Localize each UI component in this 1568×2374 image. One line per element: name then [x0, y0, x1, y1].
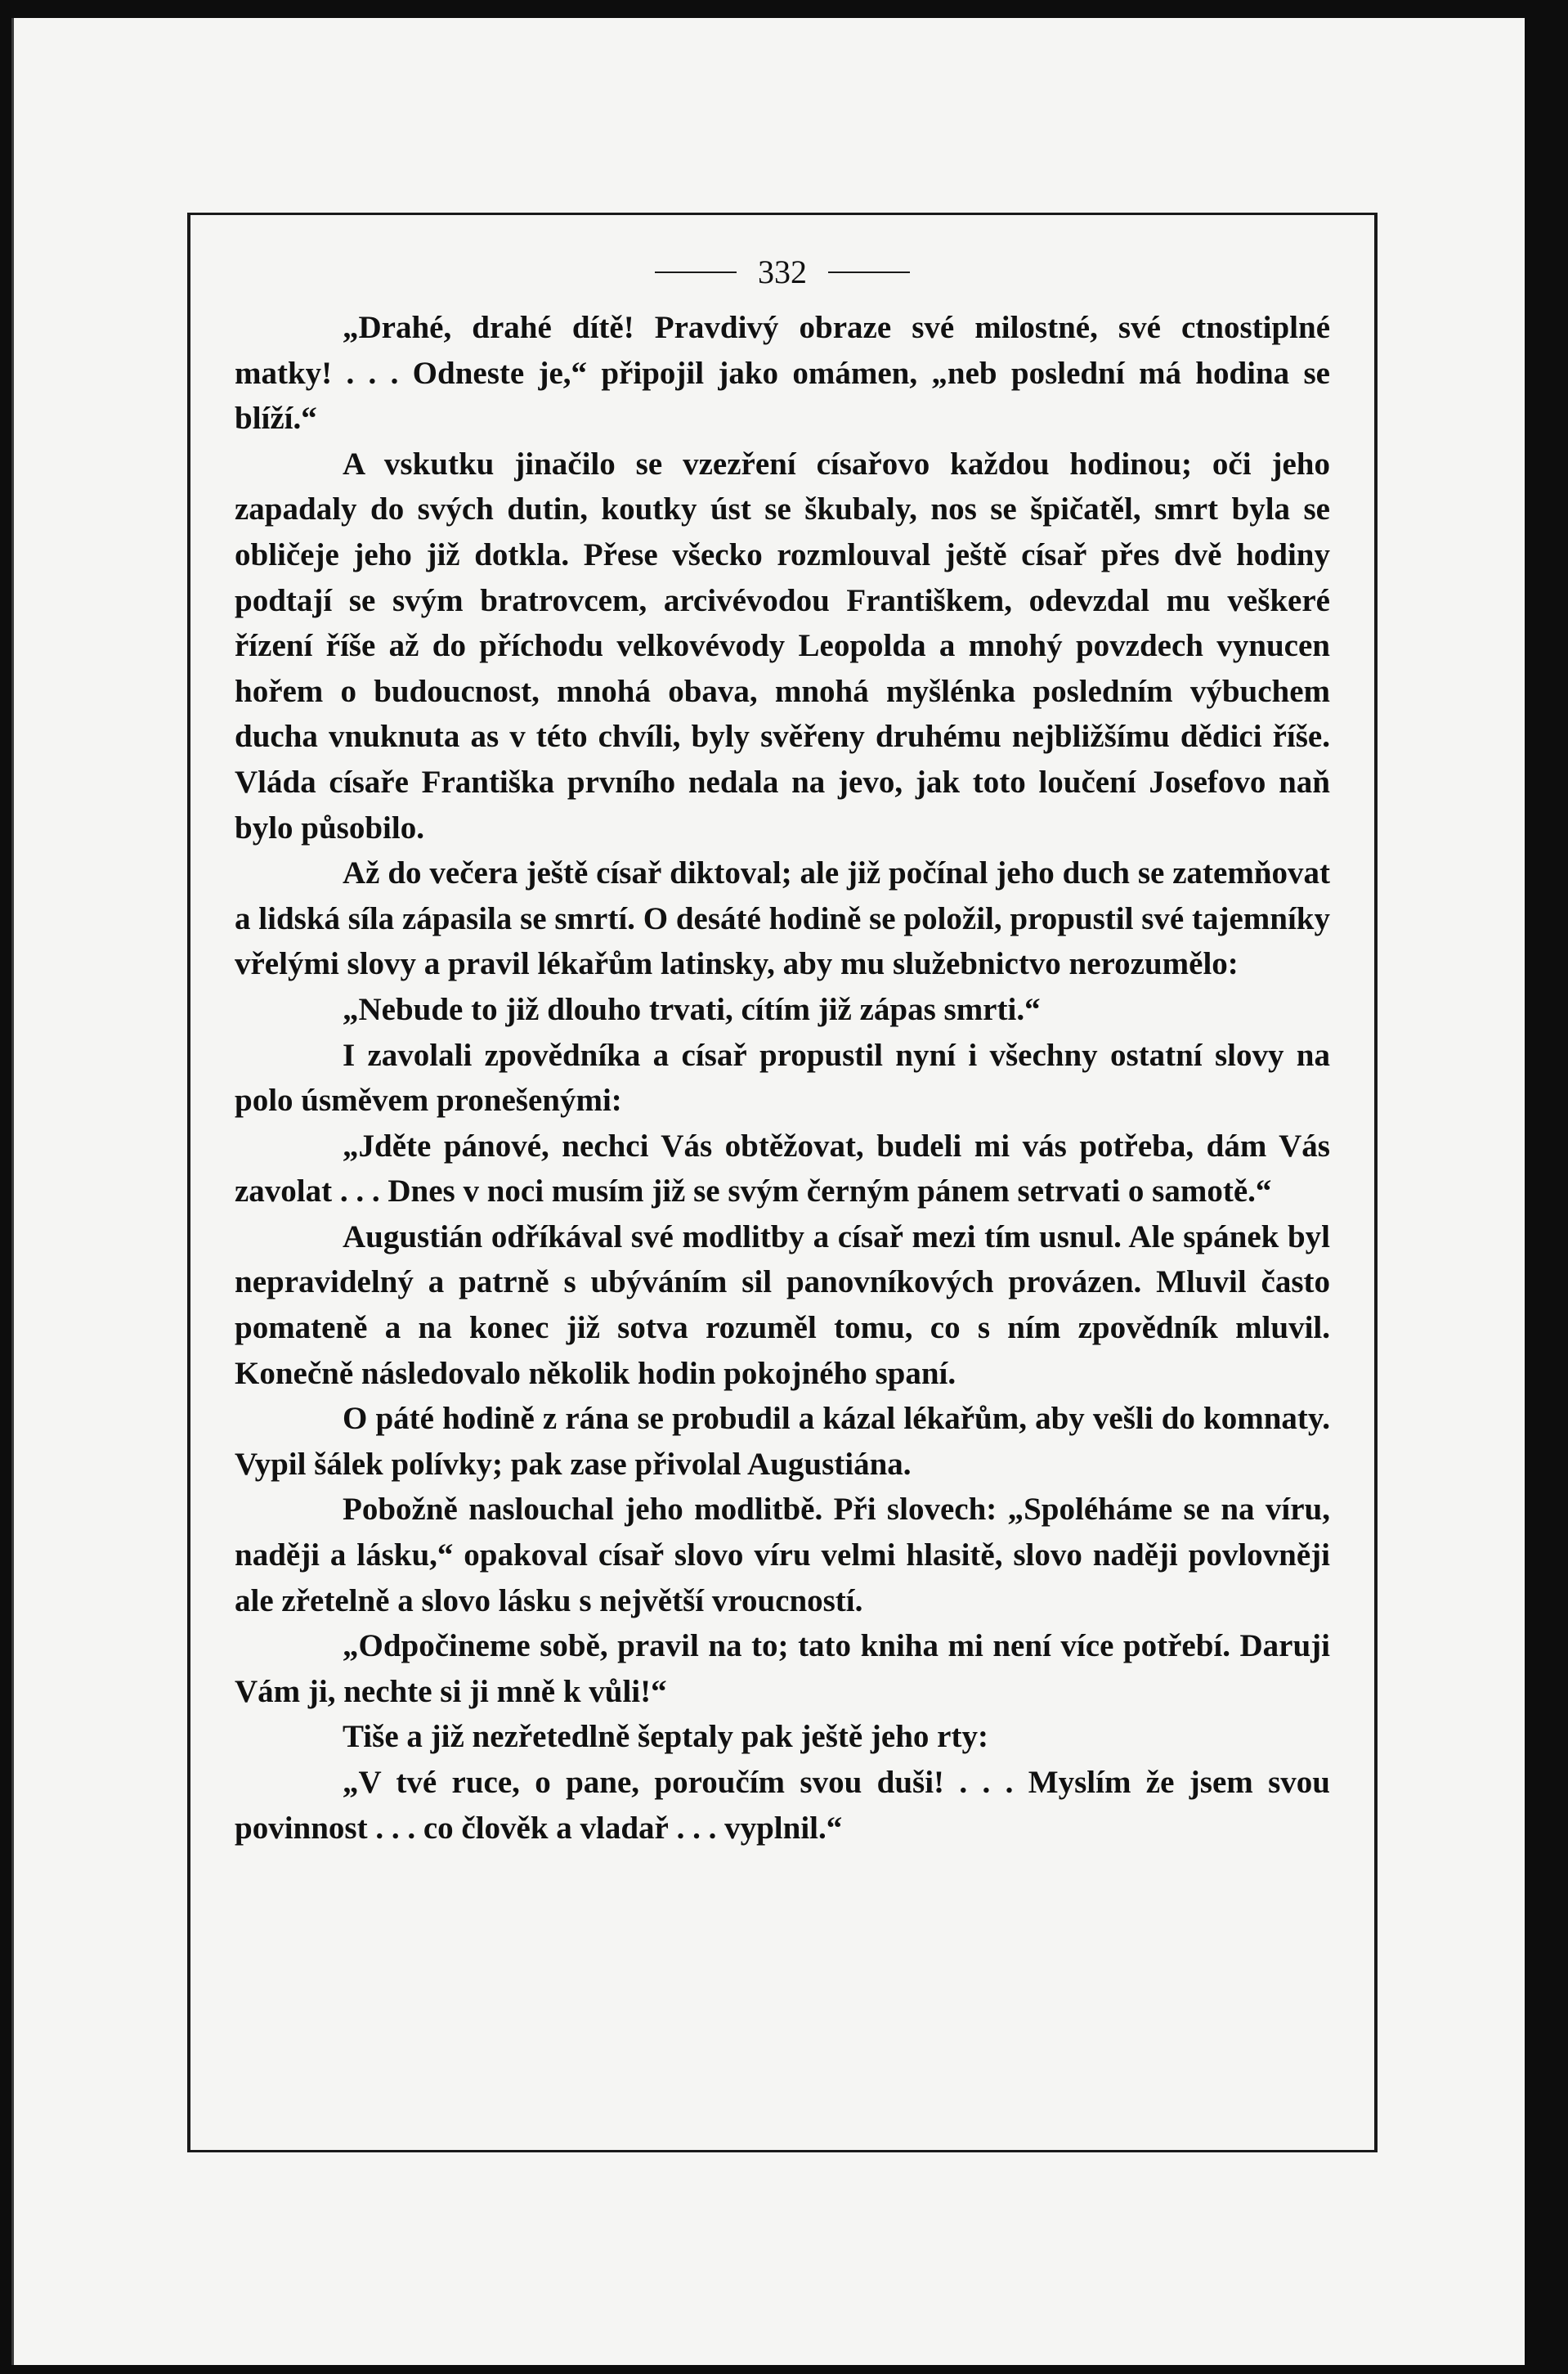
paragraph: „Odpočineme sobě, pravil na to; tato kniha mi není více potřebí. Daruji Vám ji, nechte si ji mně k vůli!“ [235, 1628, 1330, 1709]
paragraph: „Drahé, drahé dítě! Pravdivý obraze své milostné, své ctnostiplné matky! . . . Odneste je,“ připojil jako omámen, „neb poslední má hodina se blíží.“ [235, 310, 1330, 437]
paragraph: Augustián odříkával své modlitby a císař mezi tím usnul. Ale spánek byl nepravidelný a patrně s ubýváním sil panovníkových provázen. Mluvil často pomateně a na konec již sotva rozuměl tomu, co s ním zpovědník mluvil. Konečně následovalo několik hodin pokojného spaní. [235, 1218, 1330, 1391]
page-number: 332 [758, 254, 807, 290]
scanned-page-sheet [11, 18, 1525, 2365]
paragraph: „Nebude to již dlouho trvati, cítím již zápas smrti.“ [343, 991, 1041, 1027]
paragraph: „Jděte pánové, nechci Vás obtěžovat, budeli mi vás potřeba, dám Vás zavolat . . . Dnes v noci musím již se svým černým pánem setrvati o samotě.“ [235, 1128, 1330, 1209]
page-header [190, 256, 1374, 289]
paragraph: O páté hodině z rána se probudil a kázal lékařům, aby vešli do komnaty. Vypil šálek polívky; pak zase přivolal Augustiána. [235, 1401, 1330, 1482]
page-border-frame [187, 213, 1378, 2152]
paragraph: I zavolali zpovědníka a císař propustil nyní i všechny ostatní slovy na polo úsměvem pronešenými: [235, 1037, 1330, 1119]
paragraph: Tiše a již nezřetedlně šeptaly pak ještě jeho rty: [343, 1719, 988, 1755]
header-rule-right [828, 272, 910, 273]
paragraph: „V tvé ruce, o pane, poroučím svou duši! . . . Myslím že jsem svou povinnost . . . co člověk a vladař . . . vyplnil.“ [235, 1765, 1330, 1846]
header-rule-left [655, 272, 737, 273]
paragraph: Až do večera ještě císař diktoval; ale již počínal jeho duch se zatemňovat a lidská síla zápasila se smrtí. O desáté hodině se položil, propustil své tajemníky vřelými slovy a pravil lékařům latinsky, aby mu služebnictvo nerozumělo: [235, 855, 1330, 982]
paragraph: A vskutku jinačilo se vzezření císařovo každou hodinou; oči jeho zapadaly do svých dutin, koutky úst se škubaly, nos se špičatěl, smrt byla se obličeje jeho již dotkla. Přese všecko rozmlouval ještě císař přes dvě hodiny podtají se svým bratrovcem, arcivévodou Františkem, odevzdal mu veškeré řízení říše až do příchodu velkovévody Leopolda a mnohý povzdech vynucen hořem o budoucnost, mnohá obava, mnohá myšlénka posledním výbuchem ducha vnuknuta as v této chvíli, byly svěřeny druhému nejbližšímu dědici říše. Vláda císaře Františka prvního nedala na jevo, jak toto loučení Josefovo naň bylo působilo. [235, 446, 1330, 846]
paragraph: Pobožně naslouchal jeho modlitbě. Při slovech: „Spoléháme se na víru, naději a lásku,“ opakoval císař slovo víru velmi hlasitě, slovo naději povlovněji ale zřetelně a slovo lásku s největší vroucností. [235, 1492, 1330, 1618]
body-text [235, 305, 1330, 1851]
